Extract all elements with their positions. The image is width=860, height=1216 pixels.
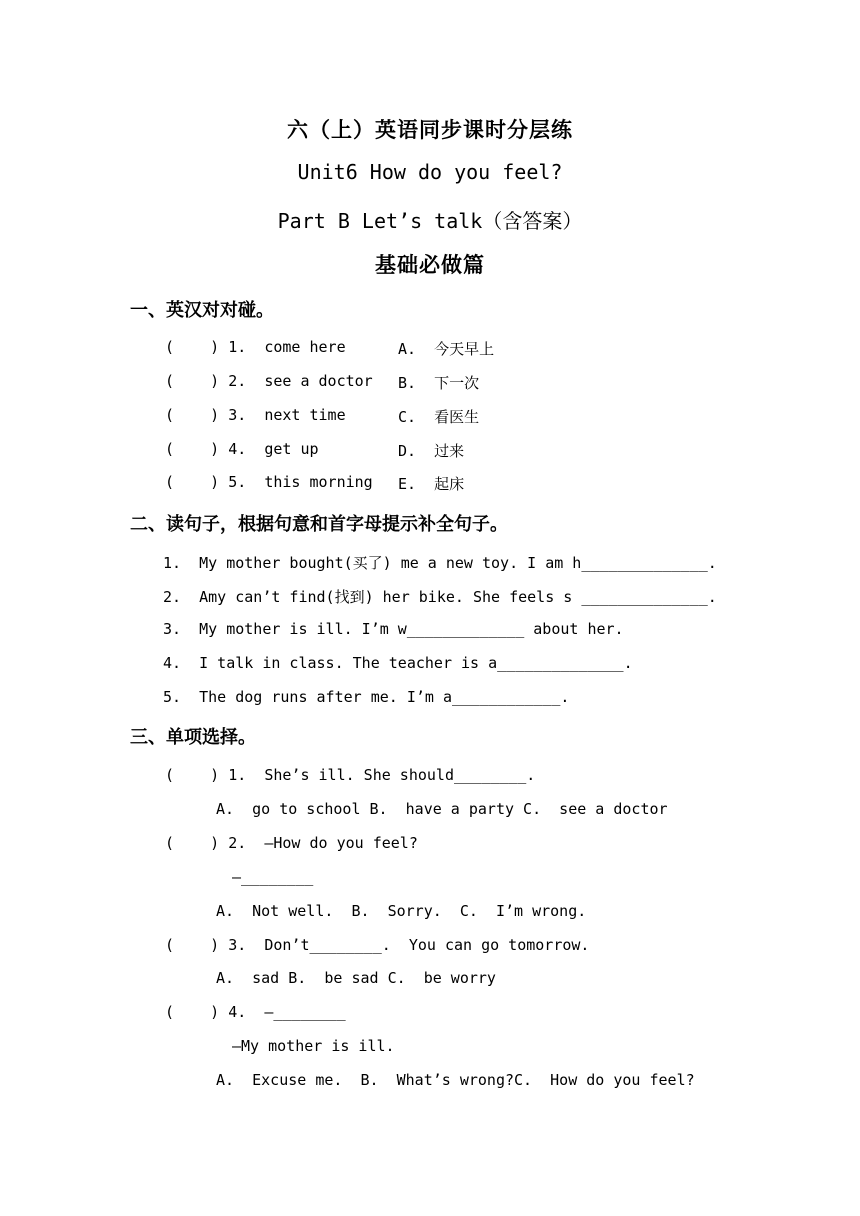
matching-item-right: E. 起床 bbox=[398, 475, 465, 493]
choice-options: A. Not well. B. Sorry. C. I’m wrong. bbox=[216, 902, 587, 920]
section3-heading: 三、单项选择。 bbox=[130, 727, 256, 748]
matching-item-right: B. 下一次 bbox=[398, 374, 480, 392]
choice-question: ( ) 4. —________ bbox=[165, 1003, 346, 1021]
matching-item-right: D. 过来 bbox=[398, 442, 465, 460]
fill-in-sentence: 5. The dog runs after me. I’m a____________. bbox=[163, 688, 570, 706]
choice-reply: —My mother is ill. bbox=[232, 1037, 395, 1055]
worksheet-title: 六（上）英语同步课时分层练 bbox=[287, 118, 573, 142]
choice-question: ( ) 2. —How do you feel? bbox=[165, 834, 418, 852]
choice-options: A. sad B. be sad C. be worry bbox=[216, 969, 496, 987]
matching-item-left: ( ) 4. get up bbox=[165, 440, 319, 458]
section1-heading: 一、英汉对对碰。 bbox=[130, 300, 274, 321]
matching-item-right: A. 今天早上 bbox=[398, 340, 495, 358]
choice-options: A. go to school B. have a party C. see a doctor bbox=[216, 800, 668, 818]
matching-item-left: ( ) 2. see a doctor bbox=[165, 372, 373, 390]
unit-title: Unit6 How do you feel? bbox=[297, 160, 563, 184]
matching-item-left: ( ) 5. this morning bbox=[165, 473, 373, 491]
level-title: 基础必做篇 bbox=[375, 253, 485, 277]
fill-in-sentence: 2. Amy can’t find(找到) her bike. She feels s ______________. bbox=[163, 588, 717, 606]
matching-item-left: ( ) 1. come here bbox=[165, 338, 346, 356]
matching-item-right: C. 看医生 bbox=[398, 408, 480, 426]
part-title: Part B Let’s talk（含答案） bbox=[277, 209, 583, 233]
matching-item-left: ( ) 3. next time bbox=[165, 406, 346, 424]
choice-reply: —________ bbox=[232, 868, 314, 886]
fill-in-sentence: 3. My mother is ill. I’m w_____________ about her. bbox=[163, 620, 624, 638]
choice-options: A. Excuse me. B. What’s wrong?C. How do you feel? bbox=[216, 1071, 695, 1089]
fill-in-sentence: 4. I talk in class. The teacher is a______________. bbox=[163, 654, 633, 672]
choice-question: ( ) 3. Don’t________. You can go tomorrow. bbox=[165, 936, 590, 954]
fill-in-sentence: 1. My mother bought(买了) me a new toy. I am h______________. bbox=[163, 554, 717, 572]
section2-heading: 二、读句子，根据句意和首字母提示补全句子。 bbox=[130, 514, 508, 535]
choice-question: ( ) 1. She’s ill. She should________. bbox=[165, 766, 536, 784]
